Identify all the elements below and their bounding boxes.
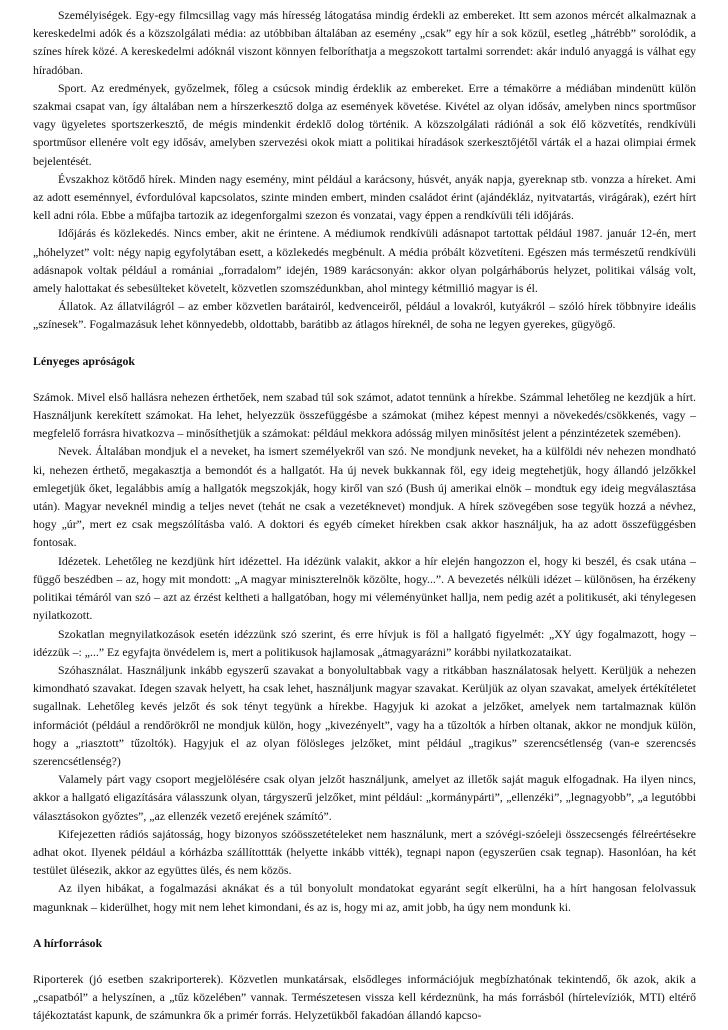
paragraph-party-labels: Valamely párt vagy csoport megjelölésére csak olyan jelzőt használjunk, amelyet az illetők saját maguk elfogadnak. Ha ilyen nincs, akkor a hallgató eligazítására válasszunk olyan, tárgyszerű jelzőket, mint például: „kormánypárti”, „ellenzéki”, „legnagyobb”, „a legutóbbi választásokon győztes”, „az ellenzék vezető erejének számító”. [33,772,696,823]
section-heading-sources: A hírforrások [33,935,103,950]
paragraph-seasonal-news: Évszakhoz kötődő hírek. Minden nagy esemény, mint például a karácsony, húsvét, anyák napja, gyereknap stb. vonzza a híreket. Ami az adott eseménnyel, évfordulóval kapcsolatos, szinte minden embert, minden családot érint (ajándékláz, nyitvatartás, virágárak), ezért hírt kell adni róla. Ebbe a műfajba tartozik az idegenforgalmi szezon és vonzatai, vagy éppen a rendkívüli téli időjárás. [33,171,696,223]
paragraph-reporters: Riporterek (jó esetben szakriporterek). Közvetlen munkatársak, elsődleges információjuk megbízhatónak tekintendő, ők azok, akik a „csapatból” a helyszínen, a „tűz közelében” vannak. Természetesen vissza kell kérdeznünk, ha más forrásból (hírtelevíziók, MTI) eltérő tájékoztatást kapunk, de számunkra ők a primér forrás. Helyzetükből fakadóan állandó kapcso- [33,971,696,1023]
section-topics [33,6,696,334]
section-heading-details: Lényeges apróságok [33,353,135,368]
paragraph-personalities: Személyiségek. Egy-egy filmcsillag vagy más híresség látogatása mindig érdekli az embereket. Itt sem azonos mércét alkalmaznak a kereskedelmi adók és a közszolgálati média: az utóbbiban általában az esemény „csak” egy hír a sok közül, esetleg „hátrébb” sorolódik, a színes hírek közé. A kereskedelmi adóknál viszont könnyen felboríthatja a megszokott tartalmi sorrendet: akár induló anyaggá is válhat egy híradóban. [33,8,696,77]
paragraph-sport: Sport. Az eredmények, győzelmek, főleg a csúcsok mindig érdeklik az embereket. Erre a témakörre a médiában mindenütt külön szakmai csapat van, így általában nem a hírszerkesztő dolga az események követése. Kivétel az olyan idősáv, amelyben nincs sportműsor vagy ügyeletes sportszerkesztő, de mégis mindenkit érdeklő dolog történik. A közszolgálati rádiónál a sok élő közvetítés, rendkívüli sportműsor ellenére volt egy idősáv, amelyben szervezési okok miatt a politikai híradások szerkesztőjétől várták el a hazai olimpiai érmek bejelentését. [33,80,696,168]
paragraph-read-aloud: Az ilyen hibákat, a fogalmazási aknákat és a túl bonyolult mondatokat egyaránt segít elkerülni, ha a hírt hangosan felolvassuk magunknak – kiderülhet, hogy mit nem lehet kimondani, és az is, hogy mi az, amit jobb, ha úgy nem mondunk ki. [33,881,696,914]
paragraph-quotes: Idézetek. Lehetőleg ne kezdjünk hírt idézettel. Ha idézünk valakit, akkor a hír elején hangozzon el, hogy ki beszél, és csak utána – függő beszédben – az, hogy mit mondott: „A magyar miniszterelnök közölte, hogy...”. A bevezetés nélküli idézet – különösen, ha érzékeny politikai témáról van szó – azt az érzést keltheti a hallgatóban, hogy mi véleményünket hallja, nem pedig azét a politikusét, aki ténylegesen nyilatkozott. [33,553,696,623]
paragraph-animals: Állatok. Az állatvilágról – az ember közvetlen barátairól, kedvenceiről, például a lovakról, kutyákról – szóló hírek többnyire ideális „színesek”. Fogalmazásuk lehet könnyedebb, oldottabb, barátibb az átlagos híreknél, de soha ne legyen gyerekes, gügyögő. [33,299,696,332]
paragraph-numbers: Számok. Mivel első hallásra nehezen érthetőek, nem szabad túl sok számot, adatot tennünk a hírekbe. Számmal lehetőleg ne kezdjük a hírt. Használjunk kerekített számokat. Ha lehet, helyezzük összefüggésbe a számokat (mihez képest mennyi a növekedés/csökkenés, vagy – megfelelő forrásra hivatkozva – minősíthetjük a számokat: például mekkora adósság milyen minősítést jelent a pénzintézetek szemében). [33,389,696,441]
paragraph-radio-specific: Kifejezetten rádiós sajátosság, hogy bizonyos szóösszetételeket nem használunk, mert a szóvégi-szóeleji összecsengés félreértésekre adhat okot. Ilyenek például a kórházba szállítottták (helyette inkább vitték), tegnapi napon (egyszerűen csak tegnap). Hasonlóan, ha két testület ülésezik, akkor az együttes ülés, és nem közös. [33,826,696,878]
paragraph-names: Nevek. Általában mondjuk el a neveket, ha ismert személyekről van szó. Ne mondjunk neveket, ha a külföldi név nehezen mondható ki, nehezen érthető, megakasztja a bemondót és a hallgatót. Ha új nevek bukkannak föl, egy ideig megtehetjük, hogy állandó jelzőkkel emlegetjük őket, legalábbis amíg a hallgatók megszokják, hogy kiről van szó (Bush új amerikai elnök – mondtuk egy ideig megválasztása után). Magyar neveknél mindig a teljes nevet (tehát ne csak a vezetéknevet) mondjuk. A hírek szövegében sose tegyük hozzá a névhez, hogy „úr”, mert ez csak megszólításba való. A doktori és egyéb címeket hírekben csak akkor használjuk, ha az adott összefüggésben fontosak. [33,444,696,550]
paragraph-word-usage: Szóhasználat. Használjunk inkább egyszerű szavakat a bonyolultabbak vagy a ritkábban használatosak helyett. Kerüljük a nehezen kimondható szavakat. Idegen szavak helyett, ha csak lehet, használjunk magyar szavakat. Kerüljük az olyan szavakat, amelyek értékítéletet sugallnak. Lehetőleg kevés jelzőt és sok tényt tegyünk a hírekbe. Hagyjuk ki azokat a jelzőket, amelyek nem tartalmaznak külön információt (például a rendőrökről ne mondjuk külön, hogy „kivezényelt”, vagy ha a tűzoltók a hírben oltanak, akkor ne mondjuk külön, hogy a „riasztott” tűzoltók). Hagyjuk el az olyan fölösleges jelzőket, mint például „tragikus” szerencsétlenség (van-e szerencsés szerencsétlenség?) [33,662,696,768]
paragraph-weather-traffic: Időjárás és közlekedés. Nincs ember, akit ne érintene. A médiumok rendkívüli adásnapot tartottak például 1987. január 12-én, mert „hóhelyzet” volt: négy napig egyfolytában esett, a közlekedés megbénult. A média próbált közvetíteni. Egészen más természetű rendkívüli adásnapok voltak például a romániai „forradalom” idején, 1989 karácsonyán: akkor olyan polgárháborús helyzet, politikai válság volt, amely halottakat és sebesülteket követelt, közvetlen szomszédunkban, ahol mintegy kétmillió magyar is él. [33,226,696,296]
section-details [33,388,696,916]
section-sources [33,970,696,1025]
paragraph-unusual-statements: Szokatlan megnyilatkozások esetén idézzünk szó szerint, és erre hívjuk is föl a hallgató figyelmét: „XY úgy fogalmazott, hogy – idézzük –: „...” Ez egyfajta önvédelem is, mert a politikusok hajlamosak „átmagyarázni” korábbi nyilatkozataikat. [33,626,696,659]
